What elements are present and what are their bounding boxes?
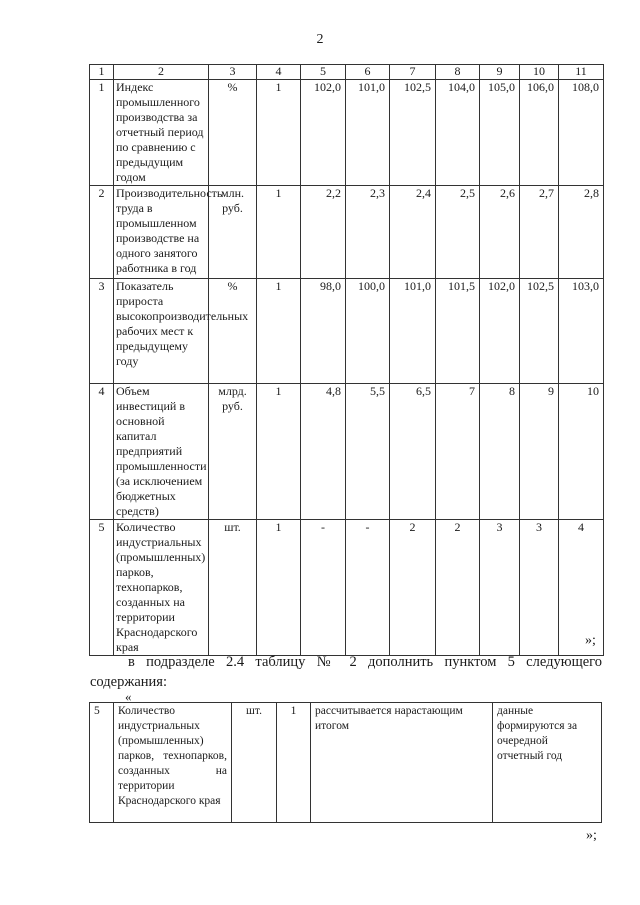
header-cell: 5: [301, 65, 346, 80]
value-cell: 5,5: [346, 384, 390, 520]
header-cell: 7: [390, 65, 436, 80]
closing-quote: »;: [586, 828, 597, 843]
unit-cell: %: [209, 279, 257, 384]
row-number: 5: [90, 520, 114, 656]
header-cell: 9: [480, 65, 520, 80]
header-cell: 2: [114, 65, 209, 80]
col4-cell: 1: [277, 703, 311, 823]
value-cell: 105,0: [480, 80, 520, 186]
value-cell: 4,8: [301, 384, 346, 520]
table-row: [90, 520, 604, 656]
indicator-name: Объем инвестиций в основной капитал предприятий промышленности (за исключением бюджетных средств): [114, 384, 209, 520]
opening-quote: «: [125, 689, 132, 704]
table-header-row: [90, 65, 604, 80]
page-number: 2: [316, 32, 324, 47]
value-cell: 9: [520, 384, 559, 520]
value-cell: 2,8: [559, 186, 604, 279]
table-row: [90, 384, 604, 520]
value-cell: 7: [436, 384, 480, 520]
value-cell: 2,5: [436, 186, 480, 279]
value-cell: 108,0: [559, 80, 604, 186]
value-cell: 8: [480, 384, 520, 520]
value-cell: 2,2: [301, 186, 346, 279]
row-number: 1: [90, 80, 114, 186]
value-cell: 2: [390, 520, 436, 656]
table-row: [90, 703, 602, 823]
header-cell: 8: [436, 65, 480, 80]
indicator-name: Количество индустриальных (промышленных) парков, технопарков, созданных на территории Краснодарского края: [114, 520, 209, 656]
row-number: 5: [90, 703, 114, 823]
value-cell: 2,4: [390, 186, 436, 279]
col4-cell: 1: [257, 384, 301, 520]
paragraph-line: содержания:: [90, 674, 168, 690]
value-cell: 2,6: [480, 186, 520, 279]
col4-cell: 1: [257, 279, 301, 384]
value-cell: 104,0: [436, 80, 480, 186]
header-cell: 11: [559, 65, 604, 80]
unit-cell: %: [209, 80, 257, 186]
value-cell: 2,7: [520, 186, 559, 279]
header-cell: 10: [520, 65, 559, 80]
unit-cell: шт.: [232, 703, 277, 823]
row-number: 2: [90, 186, 114, 279]
value-cell: 102,0: [480, 279, 520, 384]
value-cell: 3: [480, 520, 520, 656]
unit-cell: шт.: [209, 520, 257, 656]
value-cell: 10: [559, 384, 604, 520]
amendment-paragraph: [90, 652, 602, 692]
col4-cell: 1: [257, 520, 301, 656]
header-cell: 1: [90, 65, 114, 80]
indicator-name: Производительность труда в промышленном производстве на одного занятого работника в год: [114, 186, 209, 279]
value-cell: 6,5: [390, 384, 436, 520]
table-row: [90, 186, 604, 279]
header-cell: 3: [209, 65, 257, 80]
value-cell: 102,0: [301, 80, 346, 186]
header-cell: 4: [257, 65, 301, 80]
value-cell: 2,3: [346, 186, 390, 279]
indicators-table: [89, 64, 604, 656]
table-row: [90, 279, 604, 384]
value-cell: 4: [559, 520, 604, 656]
unit-cell: млн. руб.: [209, 186, 257, 279]
closing-quote: »;: [585, 633, 596, 648]
value-cell: 102,5: [390, 80, 436, 186]
value-cell: 106,0: [520, 80, 559, 186]
value-cell: 100,0: [346, 279, 390, 384]
addition-table: [89, 702, 602, 823]
row-number: 3: [90, 279, 114, 384]
indicator-name: Индекс промышленного производства за отчетный период по сравнению с предыдущим годом: [114, 80, 209, 186]
value-cell: -: [346, 520, 390, 656]
table-row: [90, 80, 604, 186]
row-number: 4: [90, 384, 114, 520]
value-cell: 2: [436, 520, 480, 656]
indicator-name: Количество индустриальных (промышленных) парков, технопарков, созданных на территории Краснодарского края: [114, 703, 232, 823]
data-note: данные формируются за очередной отчетный год: [493, 703, 602, 823]
value-cell: 98,0: [301, 279, 346, 384]
value-cell: 101,0: [346, 80, 390, 186]
value-cell: -: [301, 520, 346, 656]
value-cell: 101,5: [436, 279, 480, 384]
unit-cell: млрд. руб.: [209, 384, 257, 520]
col4-cell: 1: [257, 186, 301, 279]
paragraph-line: в подразделе 2.4 таблицу № 2 дополнить пунктом 5 следующего: [128, 654, 602, 670]
value-cell: 3: [520, 520, 559, 656]
header-cell: 6: [346, 65, 390, 80]
value-cell: 101,0: [390, 279, 436, 384]
value-cell: 102,5: [520, 279, 559, 384]
value-cell: 103,0: [559, 279, 604, 384]
indicator-name: Показатель прироста высокопроизводительных рабочих мест к предыдущему году: [114, 279, 209, 384]
calculation-method: рассчитывается нарастающим итогом: [311, 703, 493, 823]
col4-cell: 1: [257, 80, 301, 186]
